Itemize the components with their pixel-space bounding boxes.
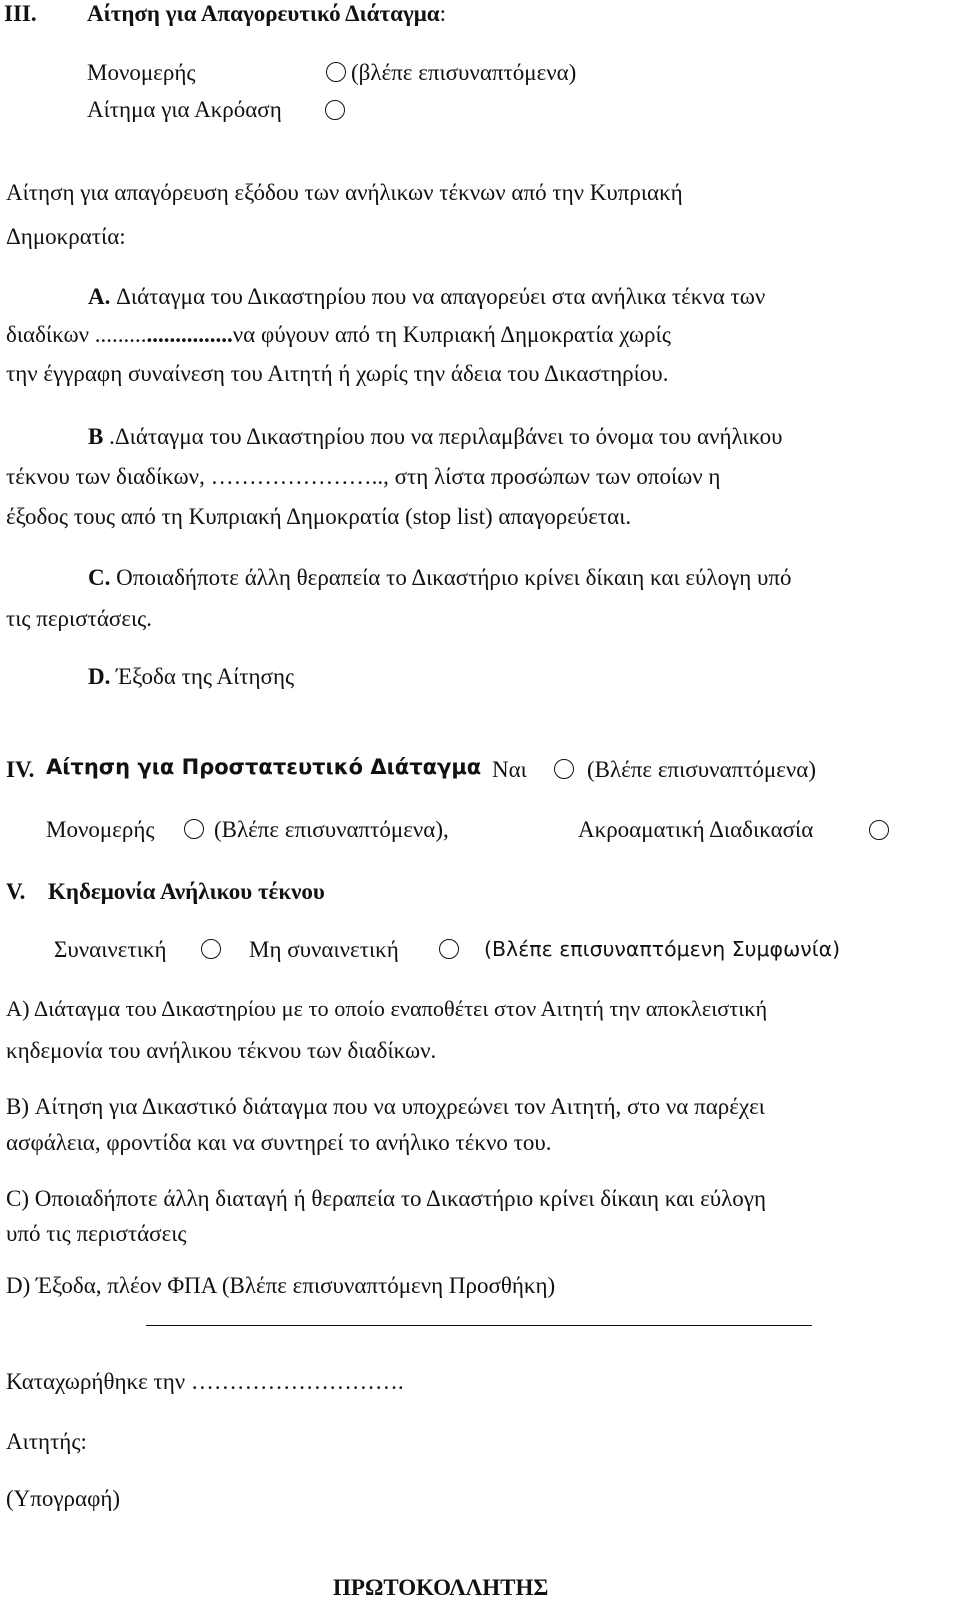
section3-item-d-label: D. bbox=[88, 664, 111, 689]
section5-consensual-radio[interactable] bbox=[201, 939, 221, 959]
section3-intro-line2: Δημοκρατία: bbox=[6, 224, 126, 249]
section5-item-b-line2: ασφάλεια, φροντίδα και να συντηρεί το ανήλικο τέκνο του. bbox=[6, 1130, 552, 1155]
section3-intro-line1: Αίτηση για απαγόρευση εξόδου των ανήλικων τέκνων από την Κυπριακή bbox=[6, 180, 683, 205]
applicant-label: Αιτητής: bbox=[6, 1429, 87, 1454]
section3-item-b-label: B bbox=[88, 424, 104, 449]
section5-item-b-line1: B) Αίτηση για Δικαστικό διάταγμα που να υποχρεώνει τον Αιτητή, στο να παρέχει bbox=[6, 1094, 765, 1119]
section4-yes-radio[interactable] bbox=[554, 759, 574, 779]
section3-item-a-line1: A. Διάταγμα του Δικαστηρίου που να απαγορεύει στα ανήλικα τέκνα των bbox=[88, 284, 766, 309]
section3-item-a-line3: την έγγραφη συναίνεση του Αιτητή ή χωρίς την άδεια του Δικαστηρίου. bbox=[6, 361, 669, 386]
section4-hearing-label: Ακροαματική Διαδικασία bbox=[578, 817, 814, 842]
signature-label: (Υπογραφή) bbox=[6, 1486, 121, 1511]
section5-consensual-label: Συναινετική bbox=[54, 937, 167, 962]
section5-non-consensual-radio[interactable] bbox=[439, 939, 459, 959]
section3-item-b-line2: τέκνου των διαδίκων, ………………….., στη λίστα προσώπων των οποίων η bbox=[6, 464, 721, 489]
section3-item-d: D. Έξοδα της Αίτησης bbox=[88, 664, 295, 689]
section3-item-c-line2: τις περιστάσεις. bbox=[6, 606, 153, 631]
section3-option-unilateral-label: Μονομερής bbox=[87, 60, 196, 85]
section3-hearing-radio[interactable] bbox=[325, 100, 345, 120]
section5-agreement-note: (Βλέπε επισυναπτόμενη Συμφωνία) bbox=[484, 937, 841, 961]
section4-title: Αίτηση για Προστατευτικό Διάταγμα bbox=[46, 755, 482, 779]
section4-unilateral-radio[interactable] bbox=[184, 819, 204, 839]
section3-item-c-label: C. bbox=[88, 565, 111, 590]
section4-yes-label: Ναι bbox=[492, 757, 527, 782]
section3-option-hearing-label: Αίτημα για Ακρόαση bbox=[87, 97, 282, 122]
section3-number: III. bbox=[4, 1, 37, 26]
section3-item-a-line2: διαδίκων ........................να φύγουν από τη Κυπριακή Δημοκρατία χωρίς bbox=[6, 322, 671, 347]
section3-item-a-label: A. bbox=[88, 284, 111, 309]
section5-item-a-line1: Α) Διάταγμα του Δικαστηρίου με το οποίο εναποθέτει στον Αιτητή την αποκλειστική bbox=[6, 996, 768, 1021]
section3-unilateral-note: (βλέπε επισυναπτόμενα) bbox=[351, 60, 577, 85]
blank-dots-light: ......... bbox=[94, 322, 147, 347]
section4-unilateral-label: Μονομερής bbox=[46, 817, 155, 842]
section4-unilateral-note: (Βλέπε επισυναπτόμενα), bbox=[214, 817, 449, 842]
section3-item-c-line1: C. Οποιαδήποτε άλλη θεραπεία το Δικαστήριο κρίνει δίκαιη και εύλογη υπό bbox=[88, 565, 792, 590]
section5-item-a-line2: κηδεμονία του ανήλικου τέκνου των διαδίκων. bbox=[6, 1038, 437, 1063]
blank-dots-bold: ............... bbox=[146, 322, 233, 347]
section5-item-c-line1: C) Οποιαδήποτε άλλη διαταγή ή θεραπεία το Δικαστήριο κρίνει δίκαιη και εύλογη bbox=[6, 1186, 766, 1211]
filed-on-field[interactable] bbox=[6, 1370, 404, 1393]
section5-number: V. bbox=[6, 879, 26, 904]
section5-item-c-line2: υπό τις περιστάσεις bbox=[6, 1221, 187, 1246]
section3-unilateral-radio[interactable] bbox=[326, 62, 346, 82]
section4-yes-note: (Βλέπε επισυναπτόμενα) bbox=[587, 757, 816, 782]
section5-non-consensual-label: Μη συναινετική bbox=[249, 937, 399, 962]
filed-on-label: Καταχωρήθηκε την bbox=[6, 1369, 186, 1394]
section3-title bbox=[87, 2, 446, 25]
section3-item-b-line3: έξοδος τους από τη Κυπριακή Δημοκρατία (stop list) απαγορεύεται. bbox=[6, 504, 632, 529]
section5-item-d: D) Έξοδα, πλέον ΦΠΑ (Βλέπε επισυναπτόμενη Προσθήκη) bbox=[6, 1273, 556, 1298]
filed-on-blank: ………………………. bbox=[185, 1369, 404, 1394]
section3-title-text: Αίτηση για Απαγορευτικό Διάταγμα bbox=[87, 1, 440, 26]
separator-line bbox=[146, 1325, 812, 1326]
section3-item-b-line1: B .Διάταγμα του Δικαστηρίου που να περιλαμβάνει το όνομα του ανήλικου bbox=[88, 424, 783, 449]
section4-number: IV. bbox=[6, 757, 35, 782]
section5-title: Κηδεμονία Ανήλικου τέκνου bbox=[48, 879, 325, 904]
section3-title-colon: : bbox=[439, 1, 446, 26]
registry-officer-title: ΠΡΩΤΟΚΟΛΛΗΤΗΣ bbox=[333, 1575, 549, 1600]
section4-hearing-radio[interactable] bbox=[869, 820, 889, 840]
